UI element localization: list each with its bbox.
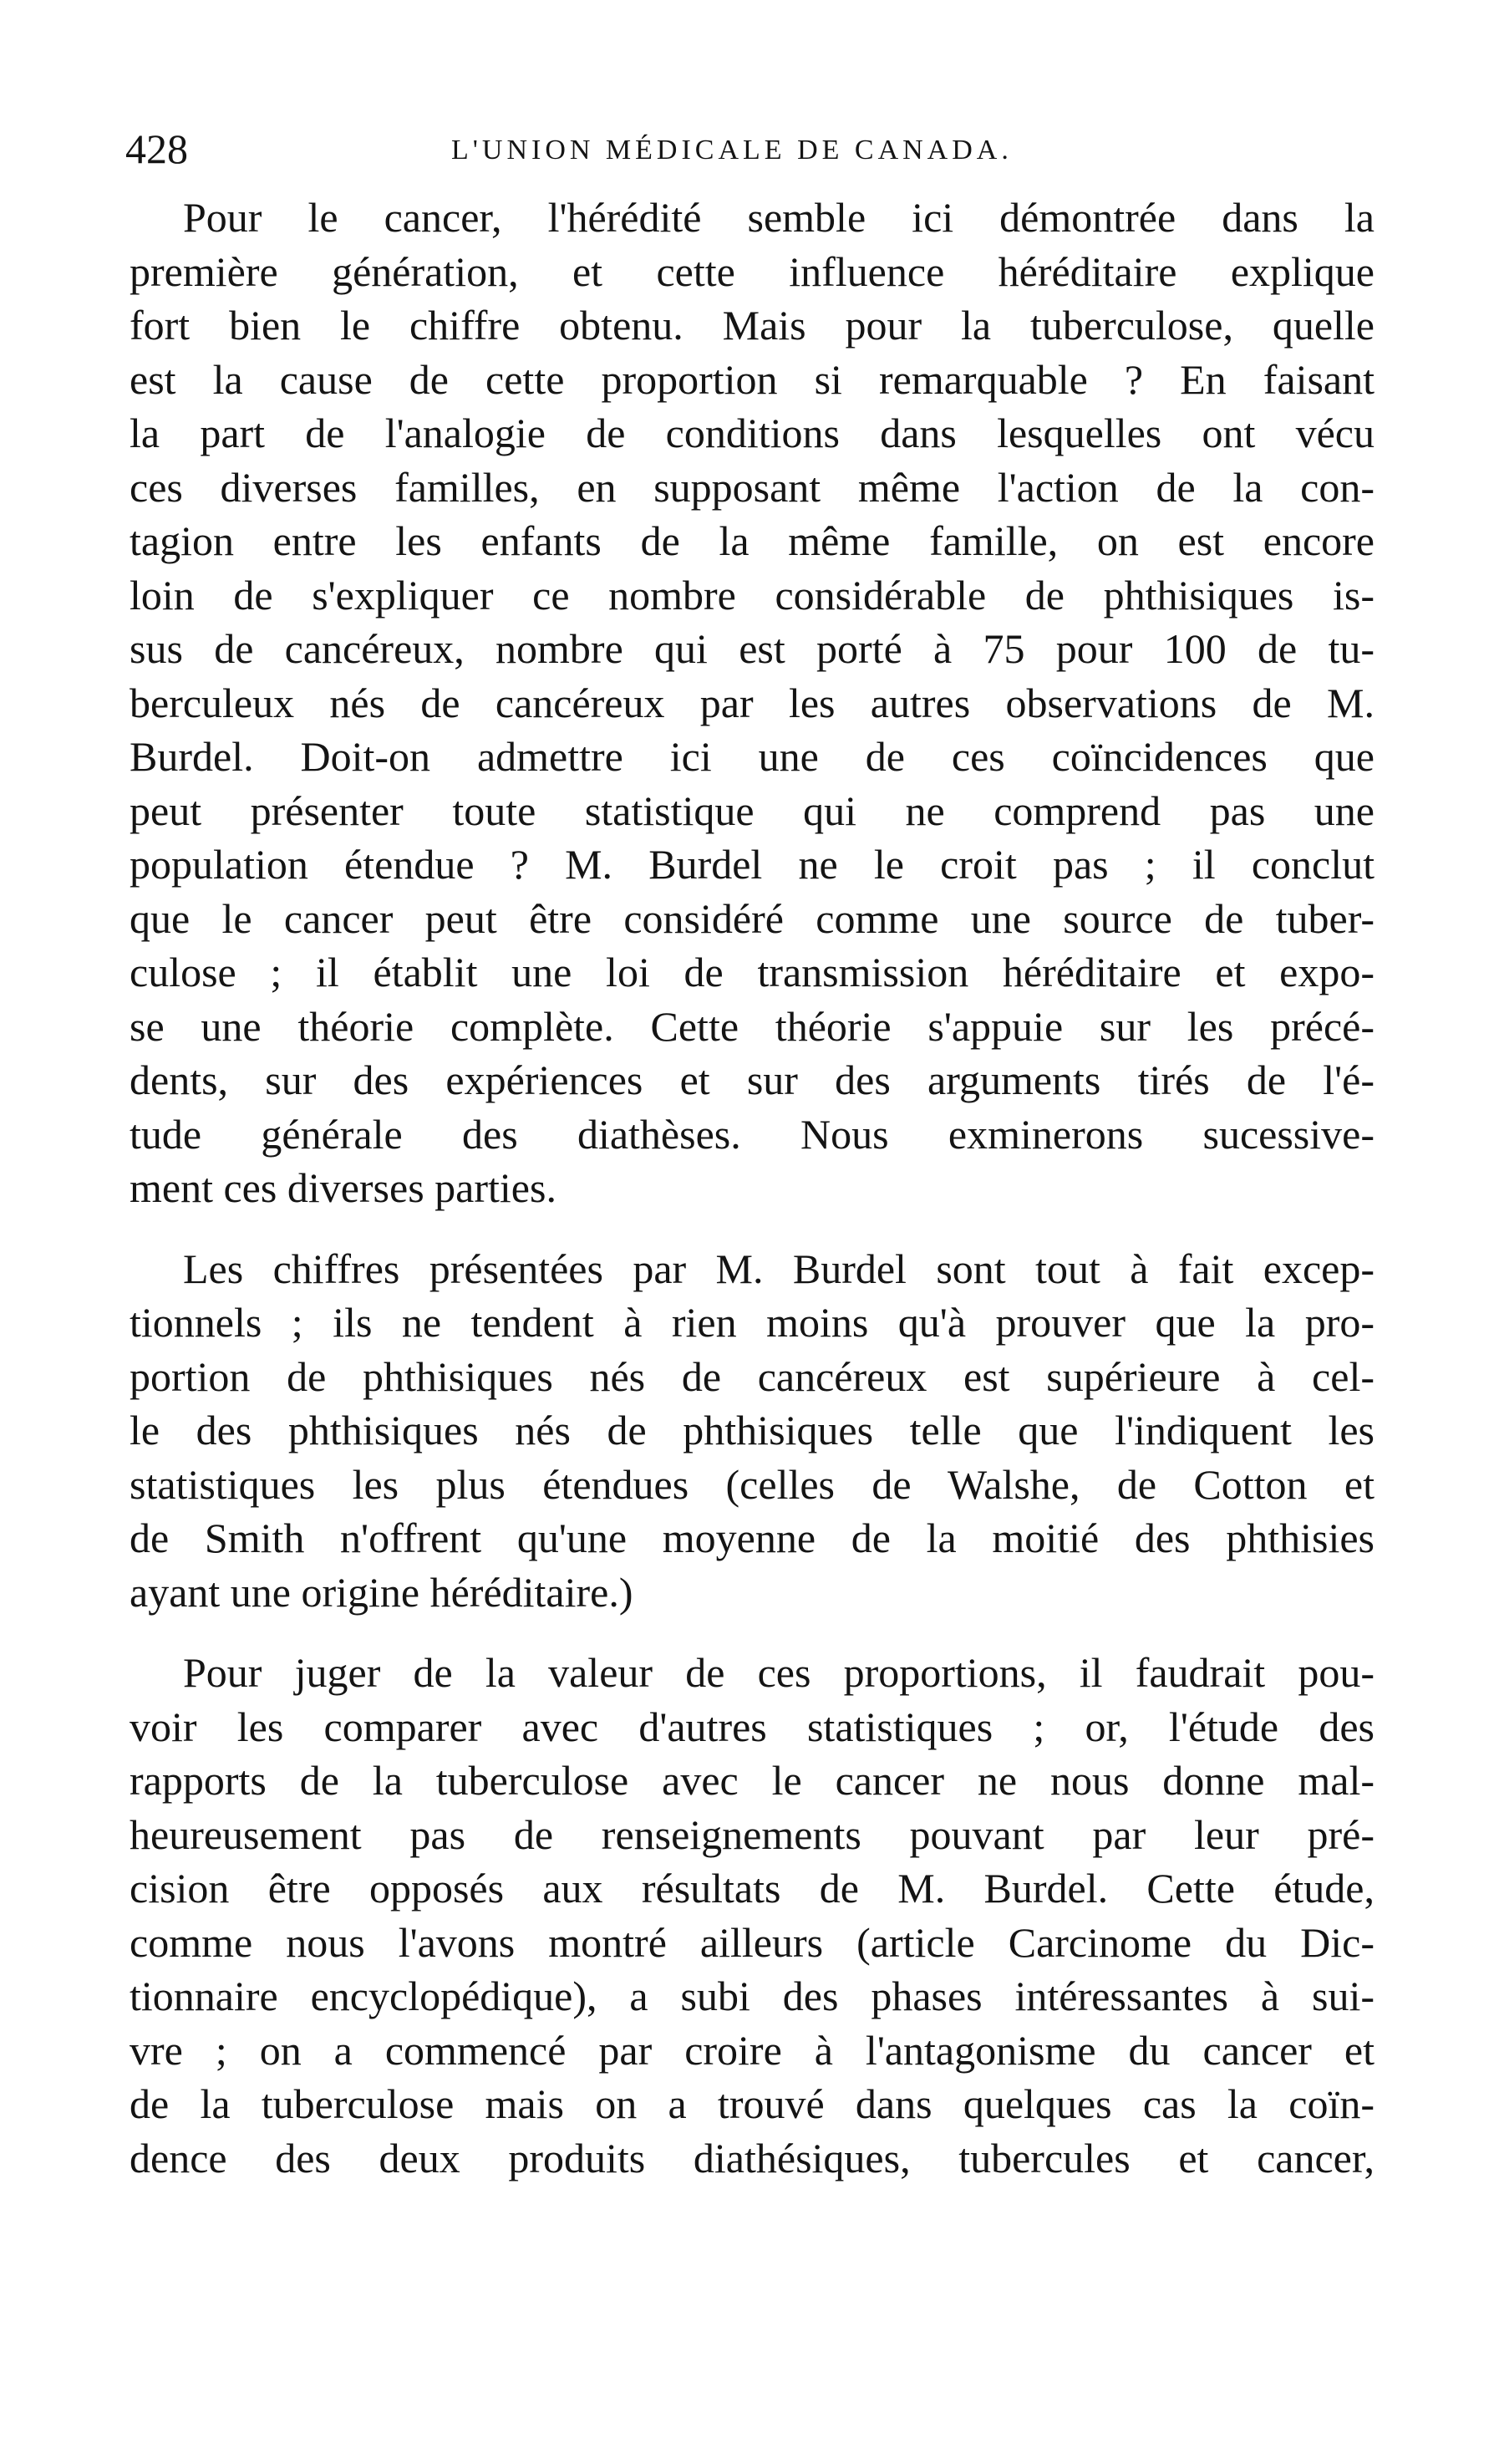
text-line: voir les comparer avec d'autres statistiques ; or, l'étude des [130,1703,1375,1750]
text-line: ces diverses familles, en supposant même l'action de la con- [130,463,1375,511]
text-line: tionnaire encyclopédique), a subi des phases intéressantes à sui- [130,1973,1375,2019]
text-line: de la tuberculose mais on a trouvé dans quelques cas la coïn- [130,2080,1375,2127]
text-line: berculeux nés de cancéreux par les autres observations de M. [130,679,1375,726]
text-line: que le cancer peut être considéré comme une source de tuber- [130,894,1375,942]
text-line: comme nous l'avons montré ailleurs (article Carcinome du Dic- [130,1918,1375,1966]
text-line: fort bien le chiffre obtenu. Mais pour la tuberculose, quelle [130,302,1375,349]
text-line: statistiques les plus étendues (celles de Walshe, de Cotton et [130,1460,1375,1508]
text-line: Pour juger de la valeur de ces proportions, il faudrait pou- [183,1649,1375,1696]
text-line: tude générale des diathèses. Nous exminerons sucessive- [130,1110,1375,1158]
paragraph-1 [130,191,1375,1215]
text-line: Pour le cancer, l'hérédité semble ici démontrée dans la [183,194,1375,241]
text-line: cision être opposés aux résultats de M. Burdel. Cette étude, [130,1865,1375,1912]
running-head [125,124,1303,174]
text-line: vre ; on a commencé par croire à l'antagonisme du cancer et [130,2026,1375,2074]
body-text [130,191,1375,2185]
text-line: tagion entre les enfants de la même famille, on est encore [130,517,1375,564]
text-line: peut présenter toute statistique qui ne comprend pas une [130,787,1375,834]
text-line: rapports de la tuberculose avec le cancer ne nous donne mal- [130,1757,1375,1804]
text-line: dence des deux produits diathésiques, tubercules et cancer, [130,2134,1375,2181]
text-line: le des phthisiques nés de phthisiques telle que l'indiquent les [130,1407,1375,1453]
text-line: ayant une origine héréditaire.) [130,1568,633,1616]
text-line: population étendue ? M. Burdel ne le croit pas ; il conclut [130,841,1375,888]
text-line: Les chiffres présentées par M. Burdel sont tout à fait excep- [183,1245,1375,1292]
text-line: tionnels ; ils ne tendent à rien moins qu'à prouver que la pro- [130,1299,1375,1346]
text-line: dents, sur des expériences et sur des arguments tirés de l'é- [130,1056,1375,1103]
text-line: la part de l'analogie de conditions dans lesquelles ont vécu [130,410,1375,456]
page-number: 428 [125,125,188,172]
paragraph-2 [130,1242,1375,1620]
text-line: loin de s'expliquer ce nombre considérable de phthisiques is- [130,571,1375,619]
text-line: ment ces diverses parties. [130,1164,556,1211]
text-line: première génération, et cette influence héréditaire explique [130,247,1375,295]
text-line: Burdel. Doit-on admettre ici une de ces coïncidences que [130,733,1375,780]
text-line: se une théorie complète. Cette théorie s'appuie sur les précé- [130,1002,1375,1050]
text-line: sus de cancéreux, nombre qui est porté à 75 pour 100 de tu- [130,625,1375,672]
text-line: portion de phthisiques nés de cancéreux est supérieure à cel- [130,1352,1375,1400]
text-line: de Smith n'offrent qu'une moyenne de la moitié des phthisies [130,1515,1375,1561]
text-line: est la cause de cette proportion si remarquable ? En faisant [130,355,1375,403]
text-line: heureusement pas de renseignements pouvant par leur pré- [130,1810,1375,1858]
text-line: culose ; il établit une loi de transmission héréditaire et expo- [130,949,1375,995]
paragraph-3 [130,1646,1375,2185]
journal-title: L'UNION MÉDICALE DE CANADA. [451,135,1013,165]
